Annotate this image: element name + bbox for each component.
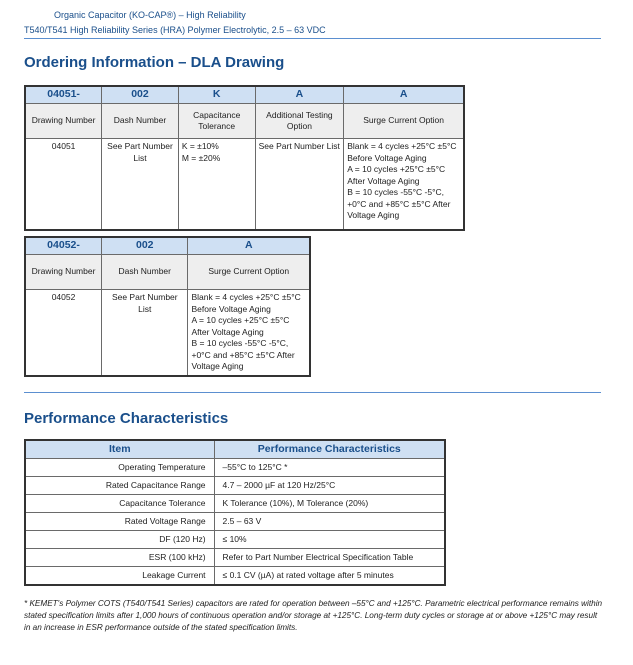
item-value: –55°C to 125°C * — [214, 459, 445, 477]
cell-dash: See Part Number List — [102, 139, 179, 231]
item-value: Refer to Part Number Electrical Specification Table — [214, 549, 445, 567]
code-dash: 002 — [102, 86, 179, 104]
code-tolerance: K — [178, 86, 255, 104]
ordering-title: Ordering Information – DLA Drawing — [24, 54, 285, 71]
table-row — [25, 549, 445, 567]
table-row — [25, 531, 445, 549]
item-value: 4.7 – 2000 µF at 120 Hz/25°C — [214, 477, 445, 495]
code-row — [25, 86, 464, 104]
table-row — [25, 459, 445, 477]
code-dash: 002 — [102, 237, 188, 255]
col-drawing-number: Drawing Number — [25, 104, 102, 139]
header-row — [25, 440, 445, 459]
item-label: Rated Voltage Range — [25, 513, 214, 531]
item-value: 2.5 – 63 V — [214, 513, 445, 531]
header-series: T540/T541 High Reliability Series (HRA) Polymer Electrolytic, 2.5 – 63 VDC — [24, 25, 326, 35]
col-surge-option: Surge Current Option — [188, 255, 310, 290]
col-performance: Performance Characteristics — [214, 440, 445, 459]
section-rule — [24, 392, 601, 393]
ordering-table-04051 — [24, 85, 465, 231]
item-label: DF (120 Hz) — [25, 531, 214, 549]
table-row — [25, 513, 445, 531]
col-testing-option: Additional Testing Option — [255, 104, 344, 139]
code-testing: A — [255, 86, 344, 104]
performance-table — [24, 439, 446, 586]
cell-drawing: 04051 — [25, 139, 102, 231]
col-item: Item — [25, 440, 214, 459]
code-surge: A — [344, 86, 464, 104]
code-drawing: 04052- — [25, 237, 102, 255]
header-subtitle: Organic Capacitor (KO-CAP®) – High Reliability — [54, 10, 246, 20]
cell-surge: Blank = 4 cycles +25°C ±5°C Before Voltage Aging A = 10 cycles +25°C ±5°C After Voltage Aging B = 10 cycles -55°C -5°C, +0°C and +85°C ±5°C After Voltage Aging — [344, 139, 464, 231]
code-drawing: 04051- — [25, 86, 102, 104]
item-label: Rated Capacitance Range — [25, 477, 214, 495]
col-surge-option: Surge Current Option — [344, 104, 464, 139]
col-capacitance-tolerance: Capacitance Tolerance — [178, 104, 255, 139]
col-dash-number: Dash Number — [102, 255, 188, 290]
header-row — [25, 255, 310, 290]
header-row — [25, 104, 464, 139]
table-row — [25, 477, 445, 495]
cell-dash: See Part Number List — [102, 290, 188, 376]
cell-tolerance: K = ±10% M = ±20% — [178, 139, 255, 231]
footnote: * KEMET's Polymer COTS (T540/T541 Series) capacitors are rated for operation between –55°C and +125°C. Parametric electrical performance remains within stated specification limits after 1,000 hours of continuous operation and/or storage at +125°C. Long-term duty cycles or storage at or above +125°C may result in an increase in ESR performance outside of the stated specification limits. — [24, 599, 603, 632]
item-label: Operating Temperature — [25, 459, 214, 477]
cell-testing: See Part Number List — [255, 139, 344, 231]
table-row — [25, 495, 445, 513]
ordering-table-04052 — [24, 236, 311, 377]
table-row — [25, 139, 464, 231]
item-value: ≤ 0.1 CV (µA) at rated voltage after 5 minutes — [214, 567, 445, 586]
col-dash-number: Dash Number — [102, 104, 179, 139]
item-label: Capacitance Tolerance — [25, 495, 214, 513]
performance-title: Performance Characteristics — [24, 410, 229, 427]
item-label: ESR (100 kHz) — [25, 549, 214, 567]
code-row — [25, 237, 310, 255]
table-row — [25, 567, 445, 586]
col-drawing-number: Drawing Number — [25, 255, 102, 290]
code-surge: A — [188, 237, 310, 255]
item-value: ≤ 10% — [214, 531, 445, 549]
header-rule — [24, 38, 601, 39]
item-value: K Tolerance (10%), M Tolerance (20%) — [214, 495, 445, 513]
cell-drawing: 04052 — [25, 290, 102, 376]
cell-surge: Blank = 4 cycles +25°C ±5°C Before Voltage Aging A = 10 cycles +25°C ±5°C After Voltage Aging B = 10 cycles -55°C -5°C, +0°C and +85°C ±5°C After Voltage Aging — [188, 290, 310, 376]
item-label: Leakage Current — [25, 567, 214, 586]
table-row — [25, 290, 310, 376]
